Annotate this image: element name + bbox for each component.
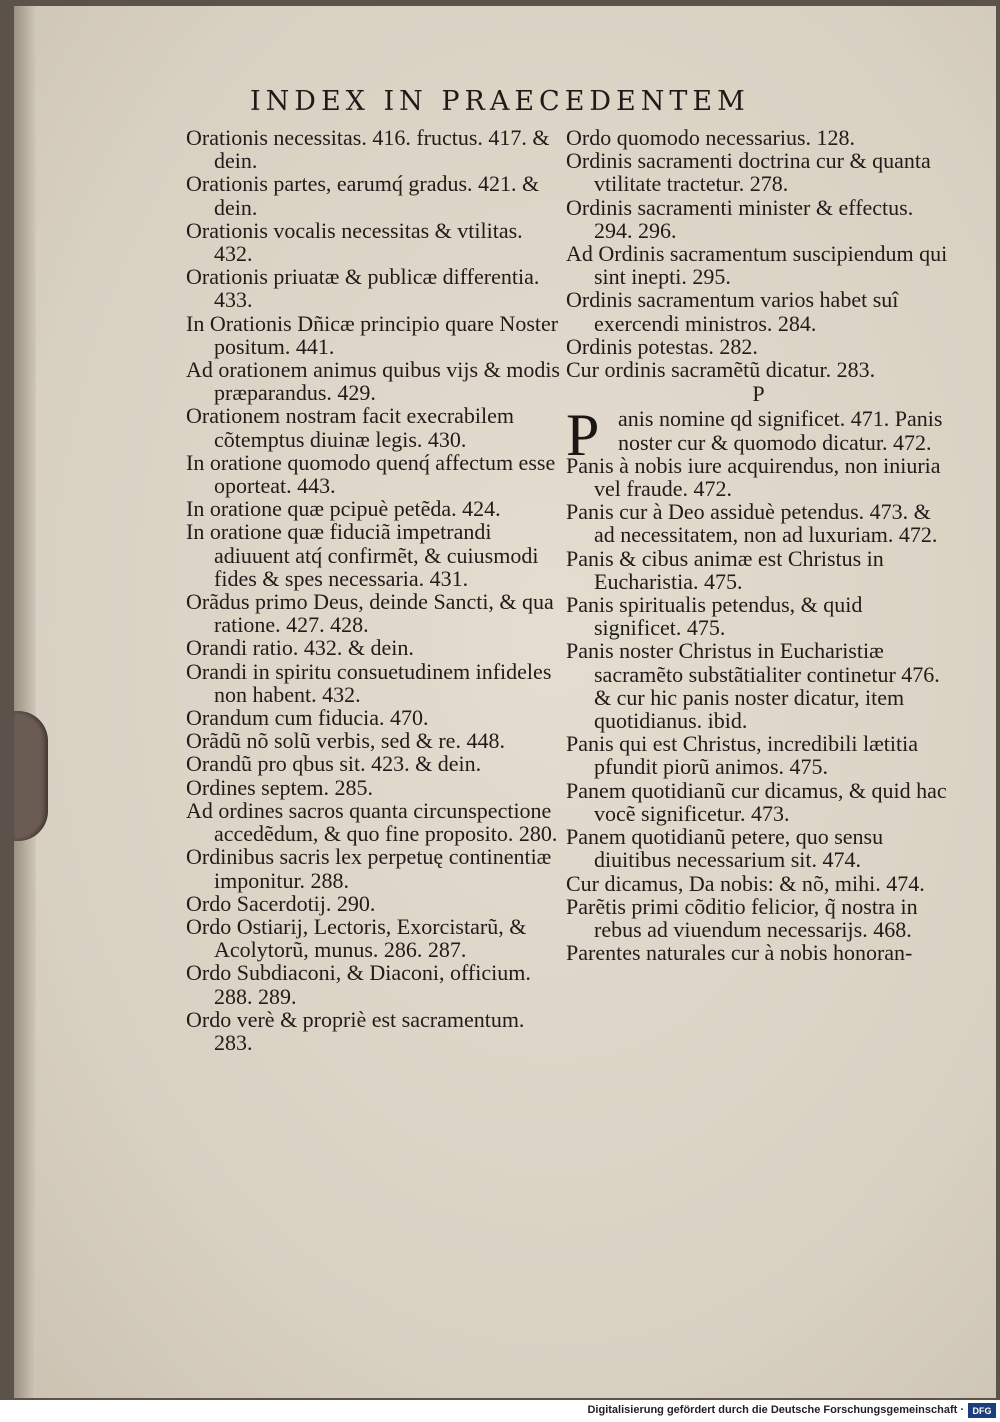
index-entry: Panem quotidianũ petere, quo sensu diuitibus necessarium sit. 474. [566,824,884,873]
index-entry: Panem quotidianũ cur dicamus, & quid hac vocẽ significetur. 473. [566,777,947,826]
section-letter: P [752,381,765,407]
index-entry: Ordinis sacramenti doctrina cur & quanta vtilitate tractetur. 278. [566,148,931,197]
index-entry: Panis noster Christus in Eucharistiæ sacramẽto substãtialiter continetur 476. & cur hic panis noster dicatur, item quotidianus. ibid. [566,638,940,734]
index-entry: Ordo Ostiarij, Lectoris, Exorcistarũ, & Acolytorũ, munus. 286. 287. [186,913,527,963]
index-entry: Orationem nostram facit execrabilem cõtemptus diuinæ legis. 430. [186,403,515,452]
index-entry: Orandũ pro qbus sit. 423. & dein. [186,751,482,777]
index-entry: Ordo Subdiaconi, & Diaconi, officium. 288. 289. [186,960,531,1009]
index-entry: Panis qui est Christus, incredibili lætitia pfundit piorũ animos. 475. [566,731,918,780]
index-entry: In Orationis Dñicæ principio quare Noster positum. 441. [186,310,559,359]
index-entry: Panis & cibus animæ est Christus in Eucharistia. 475. [566,545,884,594]
index-column-right [566,126,951,964]
index-entry: Orãdus primo Deus, deinde Sancti, & qua ratione. 427. 428. [186,589,554,638]
index-entry: Cur dicamus, Da nobis: & nõ, mihi. 474. [566,870,925,896]
index-entry: Ad ordines sacros quanta circunspectione accedẽdum, & quo fine proposito. 280. [186,797,558,847]
page-header: INDEX IN PRAECEDENTEM [250,86,750,117]
index-entry: Orandum cum fiducia. 470. [186,705,429,731]
index-entry: Orationis vocalis necessitas & vtilitas. 432. [186,217,523,267]
index-entry: Ordinis sacramentum varios habet suî exercendi ministros. 284. [566,287,899,336]
index-entry: Ad Ordinis sacramentum suscipiendum qui sint inepti. 295. [566,241,948,290]
index-entry: Ordinibus sacris lex perpetuę continentiæ imponitur. 288. [186,844,552,893]
index-entry: Orãdũ nõ solũ verbis, sed & re. 448. [186,728,505,754]
index-entry: Parentes naturales cur à nobis honoran- [566,940,913,966]
index-entry: Ordinis sacramenti minister & effectus. 294. 296. [566,194,914,243]
index-column-left [186,126,566,1054]
index-entry: Cur ordinis sacramẽtũ dicatur. 283. [566,357,876,383]
index-entry: Panis spiritualis petendus, & quid significet. 475. [566,592,863,641]
index-entry: Orationis necessitas. 416. fructus. 417. & dein. [186,125,550,174]
page-gutter-shadow [14,6,36,1398]
index-entry: In oratione quæ fiduciã impetrandi adiuuent atq́ confirmẽt, & cuiusmodi fides & spes necessaria. 431. [186,519,539,591]
index-entry: Orationis priuatæ & publicæ differentia. 433. [186,264,540,313]
dropcap-entry [566,402,951,469]
index-entry: Ordo Sacerdotij. 290. [186,890,376,916]
index-entry: Parẽtis primi cõditio felicior, q̃ nostra in rebus ad viuendum necessarijs. 468. [566,893,918,942]
index-entry: Ordo quomodo necessarius. 128. [566,125,856,150]
index-entry: Ordines septem. 285. [186,774,373,800]
index-entry: Orandi in spiritu consuetudinem infideles non habent. 432. [186,658,552,707]
index-entry: Panis à nobis iure acquirendus, non iniuria vel fraude. 472. [566,452,941,502]
drop-cap-initial: P [566,402,600,469]
index-entry: In oratione quæ pcipuè petẽda. 424. [186,496,501,522]
index-entry: Panis cur à Deo assiduè petendus. 473. & ad necessitatem, non ad luxuriam. 472. [566,499,938,548]
dfg-logo: DFG [968,1403,996,1418]
digitization-footer [0,1400,1000,1422]
index-entry: Orandi ratio. 432. & dein. [186,635,414,661]
page-clip [14,711,48,841]
dropcap-entry-text: anis nomine qd significet. 471. Panis noster cur & quomodo dicatur. 472. [618,406,943,455]
index-entry: Ordo verè & propriè est sacramentum. 283. [186,1006,525,1055]
index-entry: Ad orationem animus quibus vijs & modis præparandus. 429. [186,357,560,406]
index-entry: Ordinis potestas. 282. [566,333,758,359]
index-entry: In oratione quomodo quenq́ affectum esse oporteat. 443. [186,449,556,499]
index-entry: Orationis partes, earumq́ gradus. 421. & dein. [186,171,540,220]
footer-credit: Digitalisierung gefördert durch die Deutsche Forschungsgemeinschaft · [587,1404,964,1416]
